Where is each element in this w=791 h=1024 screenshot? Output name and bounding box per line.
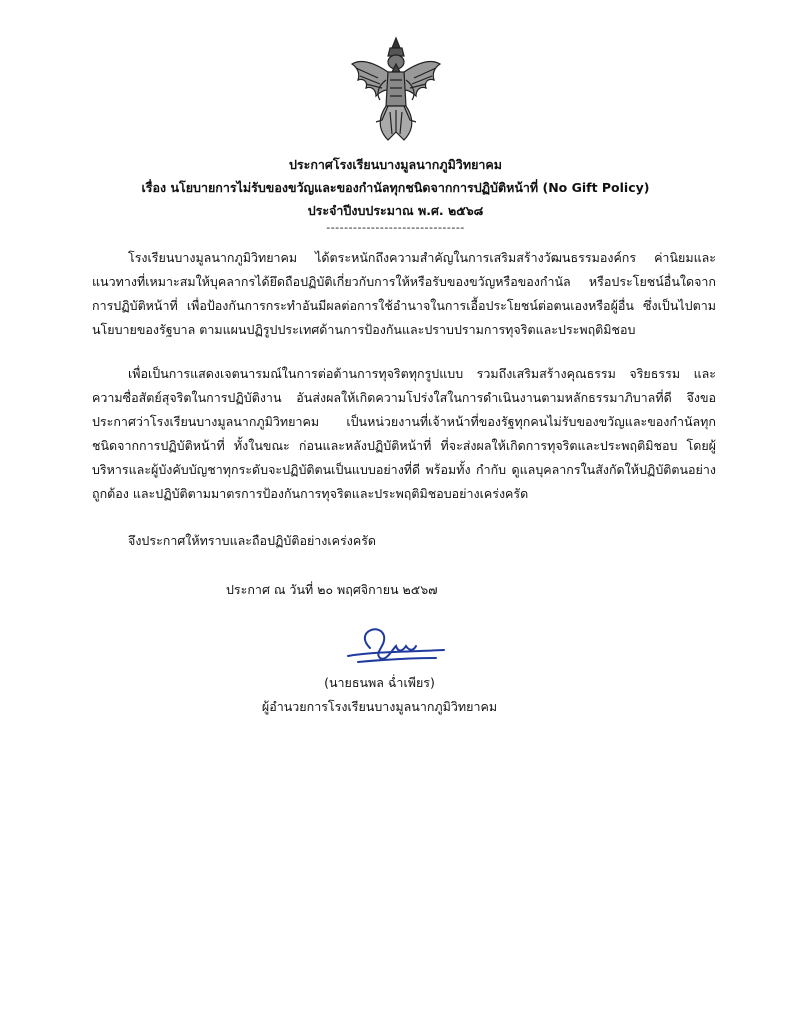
header-divider: ------------------------------- bbox=[326, 221, 465, 234]
signer-name-text: (นายธนพล ฉ่ำเพียร) bbox=[324, 675, 435, 690]
signer-position-text: ผู้อำนวยการโรงเรียนบางมูลนากภูมิวิทยาคม bbox=[261, 699, 498, 714]
body-paragraph-2: เพื่อเป็นการแสดงเจตนารมณ์ในการต่อต้านการทุจริตทุกรูปแบบ รวมถึงเสริมสร้างคุณธรรม จริยธรรม และความซื่อสัตย์สุจริตในการปฏิบัติงาน อันส่งผลให้เกิดความโปร่งใสในการดำเนินงานตามหลักธรรมาภิบาลที่ดี จึงขอประกาศว่าโรงเรียนบางมูลนากภูมิวิทยาคม เป็นหน่วยงานที่เจ้าหน้าที่ของรัฐทุกคนไม่รับของขวัญและของกำนัลทุกชนิดจากการปฏิบัติหน้าที่ ทั้งในขณะ ก่อนและหลังปฏิบัติหน้าที่ ที่จะส่งผลให้เกิดการทุจริตและประพฤติมิชอบ โดยผู้บริหารและผู้บังคับบัญชาทุกระดับจะปฏิบัติตนเป็นแบบอย่างที่ดี พร้อมทั้ง กำกับ ดูแลบุคลากรในสังกัดให้ปฏิบัติตนอย่างถูกต้อง และปฏิบัติตามมาตรการป้องกันการทุจริตและประพฤติมิชอบอย่างเคร่งครัด bbox=[92, 366, 716, 501]
garuda-emblem-icon bbox=[348, 34, 444, 146]
body-paragraph-1: โรงเรียนบางมูลนากภูมิวิทยาคม ได้ตระหนักถึงความสำคัญในการเสริมสร้างวัฒนธรรมองค์กร ค่านิยมและแนวทางที่เหมาะสมให้บุคลากรได้ยึดถือปฏิบัติเกี่ยวกับการให้หรือรับของขวัญหรือของกำนัล หรือประโยชน์อื่นใดจากการปฏิบัติหน้าที่ เพื่อป้องกันการกระทำอันมีผลต่อการใช้อำนาจในการเอื้อประโยชน์ต่อตนเองหรือผู้อื่น ซึ่งเป็นไปตามนโยบายของรัฐบาล ตามแผนปฏิรูปประเทศด้านการป้องกันและปราบปรามการทุจริตและประพฤติมิชอบ bbox=[92, 250, 716, 337]
announcement-header bbox=[0, 153, 791, 222]
announcement-fiscal-year: ประจำปีงบประมาณ พ.ศ. ๒๕๖๘ bbox=[307, 203, 484, 218]
signer-position bbox=[0, 697, 791, 717]
announcement-subject: เรื่อง นโยบายการไม่รับของขวัญและของกำนัลทุกชนิดจากการปฏิบัติหน้าที่ (No Gift Policy) bbox=[141, 180, 650, 195]
signature-icon bbox=[340, 622, 450, 670]
body-paragraph-3: จึงประกาศให้ทราบและถือปฏิบัติอย่างเคร่งครัด bbox=[128, 533, 377, 548]
signer-name bbox=[0, 673, 791, 693]
announcement-title: ประกาศโรงเรียนบางมูลนากภูมิวิทยาคม bbox=[288, 157, 503, 172]
announcement-date: ประกาศ ณ วันที่ ๒๐ พฤศจิกายน ๒๕๖๗ bbox=[226, 582, 438, 597]
